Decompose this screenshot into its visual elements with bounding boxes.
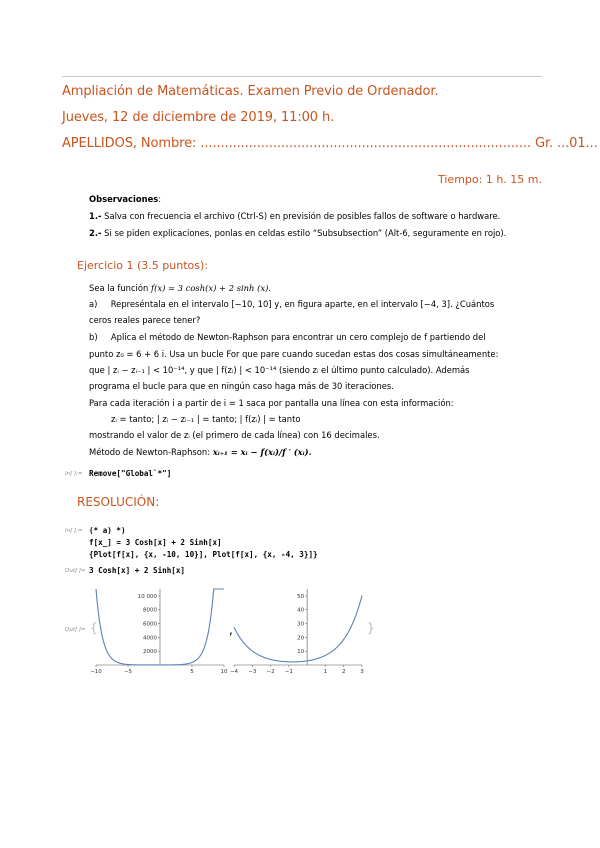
y-tick-label: 40 bbox=[297, 607, 305, 614]
x-tick-label: 2 bbox=[341, 669, 346, 675]
part-a-line2: ceros reales parece tener? bbox=[89, 315, 201, 325]
code-line-define[interactable]: f[x_] = 3 Cosh[x] + 2 Sinh[x] bbox=[89, 538, 222, 547]
y-tick-label: 4000 bbox=[143, 635, 157, 642]
y-tick-label: 50 bbox=[297, 593, 305, 600]
resolution-title: RESOLUCIÓN: bbox=[77, 495, 160, 509]
y-tick-label: 8000 bbox=[143, 607, 157, 614]
exam-date: Jueves, 12 de diciembre de 2019, 11:00 h. bbox=[62, 110, 335, 125]
code-line-plot[interactable]: {Plot[f[x], {x, -10, 10}], Plot[f[x], {x, -4, 3}]} bbox=[89, 550, 318, 559]
x-tick-label: −10 bbox=[90, 669, 102, 675]
y-tick-label: 20 bbox=[297, 635, 305, 642]
y-tick-label: 6000 bbox=[143, 621, 157, 628]
input-label: In[ ]:= bbox=[65, 528, 83, 534]
input-label: In[ ]:= bbox=[65, 471, 83, 477]
y-tick-label: 10 000 bbox=[137, 593, 157, 600]
newton-raphson-formula: Método de Newton-Raphson: xᵢ₊₁ = xᵢ − f(xᵢ)/f ′ (xᵢ). bbox=[89, 447, 312, 457]
x-tick-label: 10 bbox=[220, 669, 228, 675]
x-tick-label: −1 bbox=[284, 669, 293, 675]
x-tick-label: −3 bbox=[248, 669, 257, 675]
x-tick-label: −4 bbox=[229, 669, 239, 675]
exam-title: Ampliación de Matemáticas. Examen Previo de Ordenador. bbox=[62, 84, 439, 99]
exercise-intro: Sea la función f(x) = 3 cosh(x) + 2 sinh (x). bbox=[89, 283, 272, 293]
part-b-line1: b) Aplica el método de Newton-Raphson para encontrar un cero complejo de f partiendo del bbox=[89, 332, 486, 342]
part-b-line4: programa el bucle para que en ningún caso haga más de 30 iteraciones. bbox=[89, 381, 394, 391]
y-tick-label: 10 bbox=[297, 649, 305, 656]
list-brace-close: } bbox=[367, 621, 375, 635]
part-b-line2: punto z₀ = 6 + 6 i. Usa un bucle For que pare cuando sucedan estas dos cosas simultáneamente: bbox=[89, 349, 499, 359]
part-b-line7: mostrando el valor de zᵢ (el primero de cada línea) con 16 decimales. bbox=[89, 430, 380, 440]
x-tick-label: 1 bbox=[323, 669, 328, 675]
part-b-line5: Para cada iteración i a partir de i = 1 saca por pantalla una línea con esta información: bbox=[89, 398, 454, 408]
part-a-line1: a) Represéntala en el intervalo [−10, 10] y, en figura aparte, en el intervalo [−4, 3]. ¿Cuántos bbox=[89, 299, 495, 309]
y-tick-label: 30 bbox=[297, 621, 305, 628]
header-rule bbox=[62, 76, 542, 77]
x-tick-label: −5 bbox=[123, 669, 133, 675]
list-brace-open: { bbox=[90, 621, 98, 635]
output-label: Out[ ]= bbox=[65, 627, 86, 633]
y-tick-label: 2000 bbox=[143, 649, 157, 656]
x-tick-label: 5 bbox=[190, 669, 194, 675]
code-line-comment[interactable]: (* a) *) bbox=[89, 526, 126, 535]
time-limit: Tiempo: 1 h. 15 m. bbox=[437, 173, 542, 186]
plot-interval-1[interactable] bbox=[88, 585, 230, 677]
output-label: Out[ ]= bbox=[65, 568, 86, 574]
observacion-1: 1.- Salva con frecuencia el archivo (Ctrl-S) en previsión de posibles fallos de software o hardware. bbox=[89, 211, 501, 221]
name-field-line[interactable]: APELLIDOS, Nombre: .................................................................................. Gr. ...01... bbox=[62, 136, 598, 151]
exercise-title: Ejercicio 1 (3.5 puntos): bbox=[77, 259, 208, 272]
part-b-line3: que | zᵢ − zᵢ₋₁ | < 10⁻¹⁴, y que | f(zᵢ) | < 10⁻¹⁴ (siendo zᵢ el último punto calculado). Además bbox=[89, 365, 470, 375]
plot-interval-2[interactable] bbox=[226, 585, 368, 677]
list-comma: , bbox=[229, 623, 233, 637]
observaciones-heading: Observaciones: bbox=[89, 194, 162, 204]
x-tick-label: 3 bbox=[360, 669, 364, 675]
remove-cell[interactable]: Remove["Global`*"] bbox=[89, 469, 172, 478]
part-b-line6: zᵢ = tanto; | zᵢ − zᵢ₋₁ | = tanto; | f(zᵢ) | = tanto bbox=[111, 414, 301, 424]
output-expression: 3 Cosh[x] + 2 Sinh[x] bbox=[89, 566, 186, 575]
observacion-2: 2.- Si se piden explicaciones, ponlas en celdas estilo “Subsubsection” (Alt-6, seguramente en rojo). bbox=[89, 228, 507, 238]
x-tick-label: −2 bbox=[266, 669, 275, 675]
